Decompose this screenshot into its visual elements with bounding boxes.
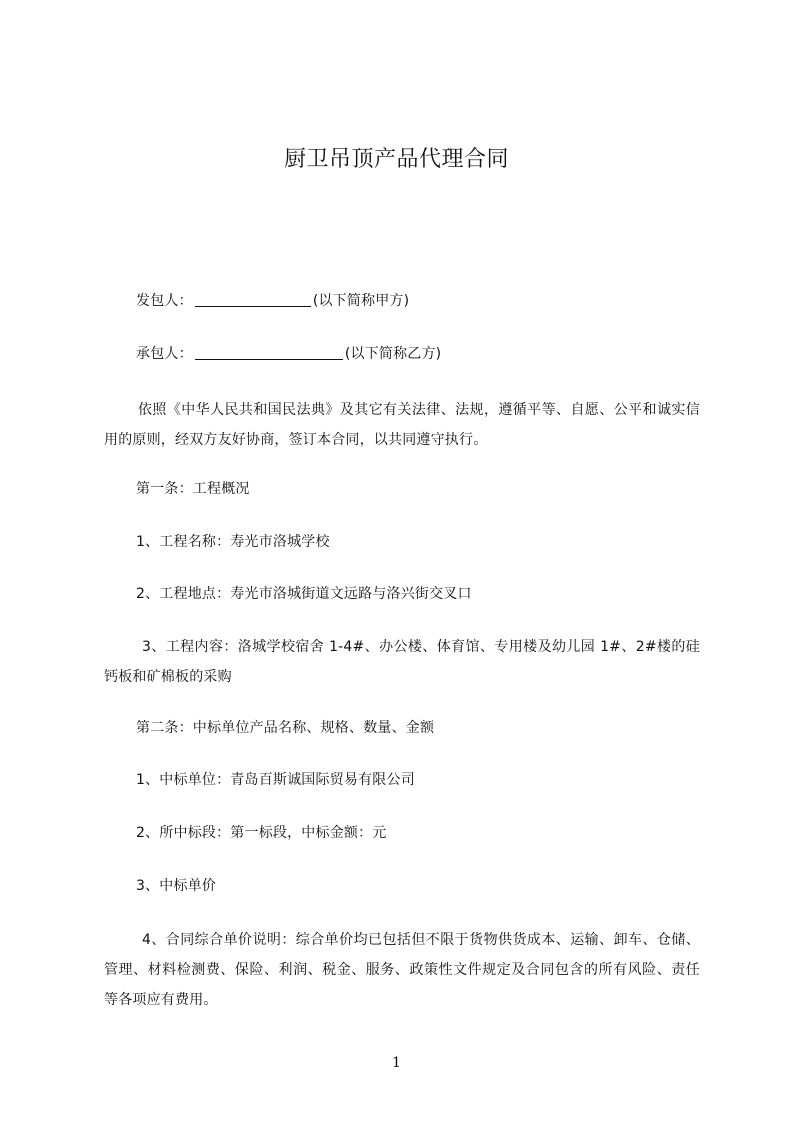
article2-heading: 第二条：中标单位产品名称、规格、数量、金额 (136, 720, 435, 736)
article1-item3: 3、工程内容：洛城学校宿舍 1-4#、办公楼、体育馆、专用楼及幼儿园 1#、2#楼的硅钙板和矿棉板的采购 (104, 639, 700, 685)
page-number: 1 (392, 1055, 401, 1071)
article2-item1: 1、中标单位：青岛百斯诚国际贸易有限公司 (136, 772, 415, 788)
party-a-suffix: (以下简称甲方) (312, 293, 410, 309)
article1-item2: 2、工程地点：寿光市洛城街道文远路与洛兴街交叉口 (136, 586, 472, 602)
document-title: 厨卫吊顶产品代理合同 (283, 147, 509, 172)
party-b-label: 承包人： (136, 346, 193, 362)
article2-item2: 2、所中标段：第一标段，中标金额：元 (136, 825, 387, 841)
party-a-label: 发包人： (136, 293, 193, 309)
party-a-blank (195, 292, 311, 307)
article2-item3: 3、中标单价 (136, 878, 217, 894)
article2-item4: 4、合同综合单价说明：综合单价均已包括但不限于货物供货成本、运输、卸车、仓储、管理、材料检测费、保险、利润、税金、服务、政策性文件规定及合同包含的所有风险、责任等各项应有费用。 (104, 932, 700, 1008)
party-b-suffix: (以下简称乙方) (344, 346, 442, 362)
party-a-line (136, 291, 409, 311)
preamble-paragraph: 依照《中华人民共和国民法典》及其它有关法律、法规，遵循平等、自愿、公平和诚实信用的原则，经双方友好协商，签订本合同，以共同遵守执行。 (104, 402, 700, 448)
article1-item1: 1、工程名称：寿光市洛城学校 (136, 534, 330, 550)
party-b-line (136, 344, 441, 364)
party-b-blank (195, 345, 343, 360)
article1-heading: 第一条：工程概况 (136, 481, 250, 497)
